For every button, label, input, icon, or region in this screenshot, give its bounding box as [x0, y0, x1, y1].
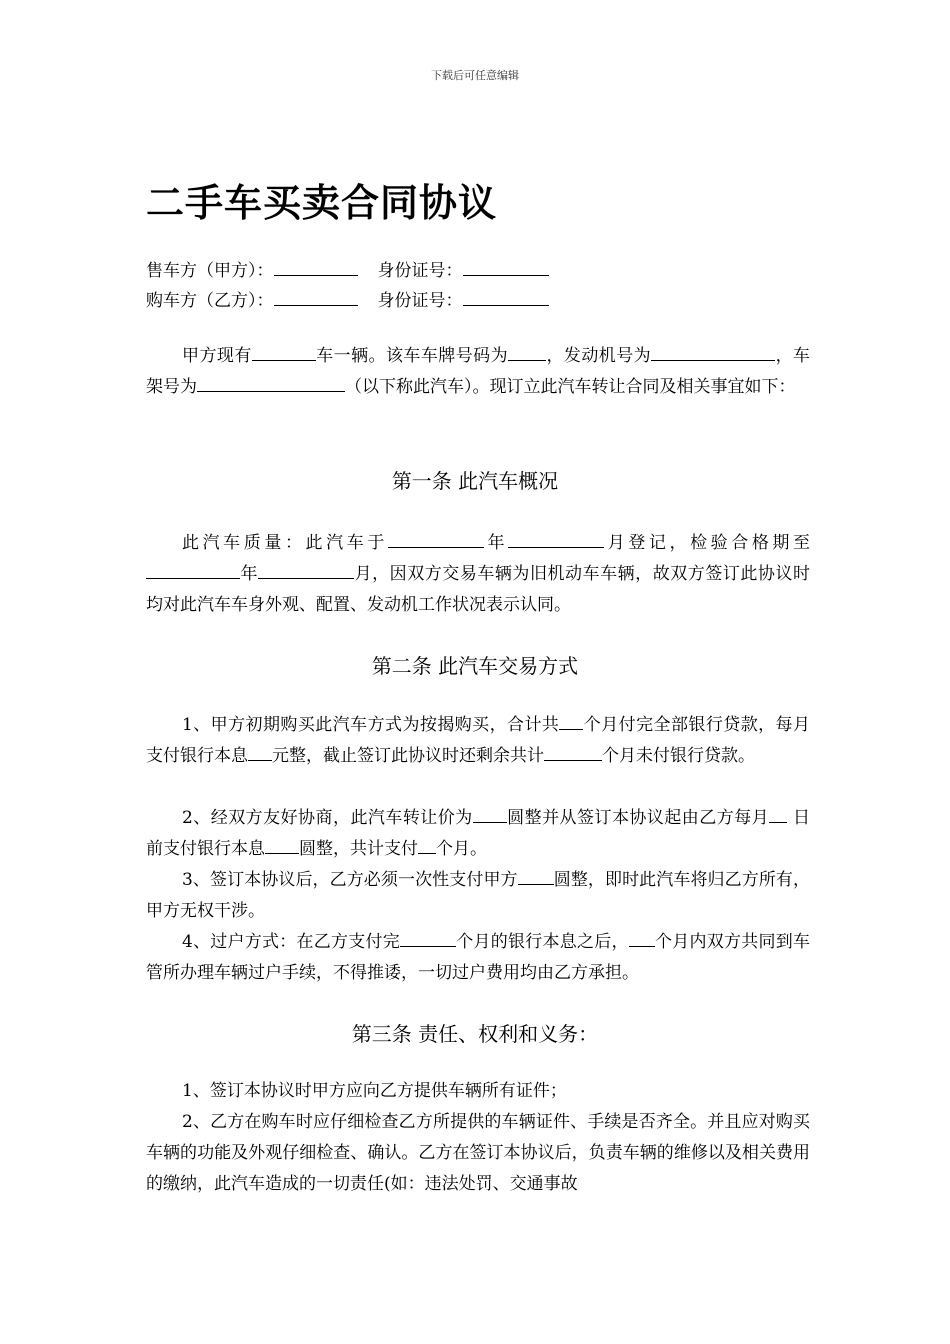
intro-paragraph — [146, 341, 810, 403]
seller-name-blank[interactable] — [274, 259, 358, 276]
paid-months-blank[interactable] — [400, 929, 456, 947]
intro-text-1: 甲方现有 — [182, 346, 252, 366]
section-1-paragraph — [146, 528, 810, 621]
section-2-item-2 — [146, 803, 810, 865]
buyer-label: 购车方（乙方）： — [146, 291, 274, 311]
section-1-heading: 第一条 此汽车概况 — [391, 469, 559, 493]
lump-sum-blank[interactable] — [518, 867, 554, 885]
vin-blank[interactable] — [197, 374, 345, 392]
s2p4-text-2: 个月的银行本息之后， — [456, 932, 629, 952]
register-year-blank[interactable] — [388, 530, 484, 548]
seller-line — [146, 256, 549, 281]
s2p2-text-2: 圆整并从签订本协议起由乙方每月 — [506, 808, 770, 828]
s2p1-text-1: 1、甲方初期购买此汽车方式为按揭购买，合计共 — [182, 715, 560, 735]
transfer-price-blank[interactable] — [473, 805, 507, 823]
buyer-line — [146, 286, 549, 311]
s2p2-text-4: 圆整，共计支付 — [299, 839, 418, 859]
intro-text-4: ，车架号为 — [146, 346, 811, 397]
s2p1-text-2: 个月付完全部银行贷款，每月支付银行本息 — [146, 715, 810, 766]
s2p2-text-3: 日前支付银行本息 — [146, 808, 810, 859]
monthly-payment-blank[interactable] — [248, 743, 272, 761]
s2p3-text-1: 3、签订本协议后，乙方必须一次性支付甲方 — [182, 870, 518, 890]
buyer-id-label: 身份证号： — [377, 291, 463, 311]
inspection-month-blank[interactable] — [258, 561, 354, 579]
s2p1-text-3: 元整，截止签订此协议时还剩余共计 — [272, 746, 544, 766]
section-2-heading: 第二条 此汽车交易方式 — [371, 654, 579, 678]
seller-id-label: 身份证号： — [377, 261, 463, 281]
intro-text-3: ，发动机号为 — [546, 346, 652, 366]
section-2-item-4 — [146, 927, 810, 989]
s2p1-text-4: 个月未付银行贷款。 — [602, 746, 755, 766]
s1-text-4: 年 — [240, 564, 259, 584]
remaining-months-blank[interactable] — [544, 743, 602, 761]
engine-number-blank[interactable] — [651, 343, 775, 361]
car-model-blank[interactable] — [252, 343, 316, 361]
total-months-blank[interactable] — [418, 836, 436, 854]
s2p4-text-3: 个月内双方共同到车管所办理车辆过户手续，不得推诿，一切过户费用均由乙方承担。 — [146, 932, 811, 983]
seller-id-blank[interactable] — [463, 259, 549, 276]
s2p4-text-1: 4、过户方式：在乙方支付完 — [182, 932, 401, 952]
intro-text-5: （以下称此汽车）。现订立此汽车转让合同及相关事宜如下： — [345, 377, 796, 397]
monthly-principal-blank[interactable] — [265, 836, 299, 854]
s2p2-text-1: 2、经双方友好协商，此汽车转让价为 — [182, 808, 473, 828]
payment-day-blank[interactable] — [769, 805, 787, 823]
section-2-item-1 — [146, 710, 810, 772]
section-2-item-3 — [146, 865, 810, 927]
section-3-heading: 第三条 责任、权利和义务： — [351, 1022, 599, 1046]
s1-text-1: 此汽车质量：此汽车于 — [182, 533, 388, 553]
s1-text-5: 月，因双方交易车辆为旧机动车车辆，故双方签订此协议时均对此汽车车身外观、配置、发动机工作状况表示认同。 — [146, 564, 811, 615]
plate-number-blank[interactable] — [508, 343, 546, 361]
loan-months-blank[interactable] — [559, 712, 583, 730]
buyer-id-blank[interactable] — [463, 289, 549, 306]
s2p3-text-2: 圆整，即时此汽车将归乙方所有，甲方无权干涉。 — [146, 870, 810, 921]
intro-text-2: 车一辆。该车车牌号码为 — [315, 346, 509, 366]
seller-label: 售车方（甲方）： — [146, 261, 274, 281]
transfer-deadline-blank[interactable] — [629, 929, 655, 947]
document-title: 二手车买卖合同协议 — [146, 181, 498, 225]
inspection-year-blank[interactable] — [146, 561, 240, 579]
header-note: 下载后可任意编辑 — [431, 69, 519, 82]
section-3-item-1: 1、签订本协议时甲方应向乙方提供车辆所有证件； — [182, 1081, 567, 1101]
s1-text-3: 月登记，检验合格期至 — [604, 533, 811, 553]
buyer-name-blank[interactable] — [274, 289, 358, 306]
section-3-item-2: 2、乙方在购车时应仔细检查乙方所提供的车辆证件、手续是否齐全。并且应对购买车辆的功能及外观仔细检查、确认。乙方在签订本协议后，负责车辆的维修以及相关费用的缴纳，此汽车造成的一切责任(如：违法处罚、交通事故 — [146, 1112, 810, 1194]
s2p2-text-5: 个月。 — [436, 839, 487, 859]
register-month-blank[interactable] — [508, 530, 604, 548]
s1-text-2: 年 — [483, 533, 509, 553]
